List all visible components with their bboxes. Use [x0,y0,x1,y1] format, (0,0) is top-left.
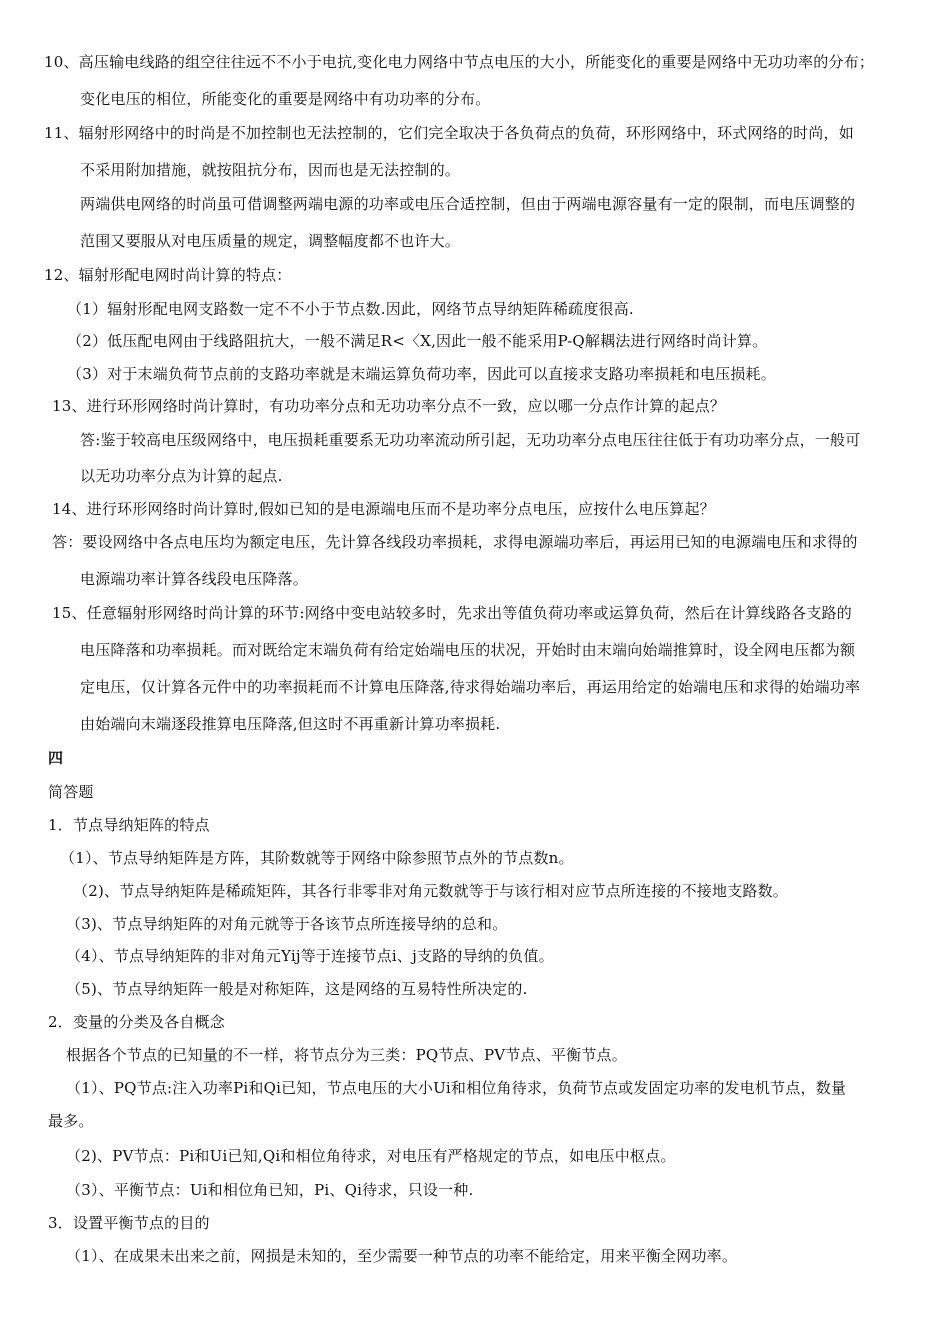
text-line: （3）对于末端负荷节点前的支路功率就是末端运算负荷功率，因此可以直接求支路功率损耗和电压损耗。 [67,365,776,383]
text-line: （2)、PV节点：Pi和Ui已知,Qi和相位角待求，对电压有严格规定的节点，如电压中枢点。 [66,1147,676,1165]
text-line: 15、任意辐射形网络时尚计算的环节:网络中变电站较多时，先求出等值负荷功率或运算负荷，然后在计算线路各支路的 [52,604,852,622]
text-line: 10、高压输电线路的组空往往远不不小于电抗,变化电力网络中节点电压的大小，所能变化的重要是网络中无功功率的分布； [44,53,875,71]
text-line: （2）低压配电网由于线路阻抗大，一般不满足R<〈X,因此一般不能采用P-Q解耦法进行网络时尚计算。 [67,332,768,350]
text-line: 14、进行环形网络时尚计算时,假如已知的是电源端电压而不是功率分点电压，应按什么电压算起？ [52,500,715,518]
text-line: （4）、节点导纳矩阵的非对角元Yij等于连接节点i、j支路的导纳的负值。 [66,947,554,965]
text-line: 12、辐射形配电网时尚计算的特点： [44,266,292,284]
text-line: 3．设置平衡节点的目的 [48,1214,210,1232]
text-line: 答:鉴于较高电压级网络中，电压损耗重要系无功功率流动所引起，无功功率分点电压往往低于有功功率分点，一般可 [80,431,861,449]
text-line: 电源端功率计算各线段电压降落。 [80,570,309,588]
text-line: （1）、节点导纳矩阵是方阵，其阶数就等于网络中除参照节点外的节点数n。 [60,849,574,867]
text-line: 根据各个节点的已知量的不一样，将节点分为三类：PQ节点、PV节点、平衡节点。 [66,1046,627,1064]
text-line: 范围又要服从对电压质量的规定，调整幅度都不也许大。 [80,232,461,250]
text-line: （3）、平衡节点：Ui和相位角已知，Pi、Qi待求，只设一种. [66,1181,474,1199]
text-line: 11、辐射形网络中的时尚是不加控制也无法控制的，它们完全取决于各负荷点的负荷，环形网络中，环式网络的时尚，如 [44,124,854,142]
text-line: （2)、节点导纳矩阵是稀疏矩阵，其各行非零非对角元数就等于与该行相对应节点所连接的不接地支路数。 [73,882,789,900]
text-line: 1．节点导纳矩阵的特点 [48,816,210,834]
text-line: 答：要设网络中各点电压均为额定电压，先计算各线段功率损耗，求得电源端功率后，再运用已知的电源端电压和求得的 [52,533,858,551]
text-line: （1）辐射形配电网支路数一定不不小于节点数.因此，网络节点导纳矩阵稀疏度很高. [67,300,634,318]
text-line: 2．变量的分类及各自概念 [48,1013,225,1031]
text-line: 由始端向末端逐段推算电压降落,但这时不再重新计算功率损耗. [80,715,501,733]
text-line: 定电压，仅计算各元件中的功率损耗而不计算电压降落,待求得始端功率后，再运用给定的始端电压和求得的始端功率 [80,678,861,696]
text-line: 两端供电网络的时尚虽可借调整两端电源的功率或电压合适控制，但由于两端电源容量有一定的限制，而电压调整的 [80,195,856,213]
text-line: （3)、节点导纳矩阵的对角元就等于各该节点所连接导纳的总和。 [66,915,508,933]
text-line: 以无功功率分点为计算的起点. [80,467,283,485]
text-line: （5)、节点导纳矩阵一般是对称矩阵，这是网络的互易特性所决定的. [66,980,528,998]
text-line: 13、进行环形网络时尚计算时，有功功率分点和无功功率分点不一致，应以哪一分点作计算的起点？ [52,397,726,415]
text-line: 电压降落和功率损耗。而对既给定末端负荷有给定始端电压的状况，开始时由末端向始端推算时，设全网电压都为额 [80,641,856,659]
text-line: （1）、在成果未出来之前，网损是未知的，至少需要一种节点的功率不能给定，用来平衡全网功率。 [66,1247,738,1265]
text-line: （1）、PQ节点:注入功率Pi和Qi已知，节点电压的大小Ui和相位角待求，负荷节点或发固定功率的发电机节点，数量 [66,1079,847,1097]
text-line: 四 [48,749,64,767]
text-line: 最多。 [48,1112,94,1130]
text-line: 不采用附加措施，就按阻抗分布，因而也是无法控制的。 [80,161,461,179]
text-line: 变化电压的相位，所能变化的重要是网络中有功功率的分布。 [80,90,491,108]
text-line: 简答题 [48,783,94,801]
